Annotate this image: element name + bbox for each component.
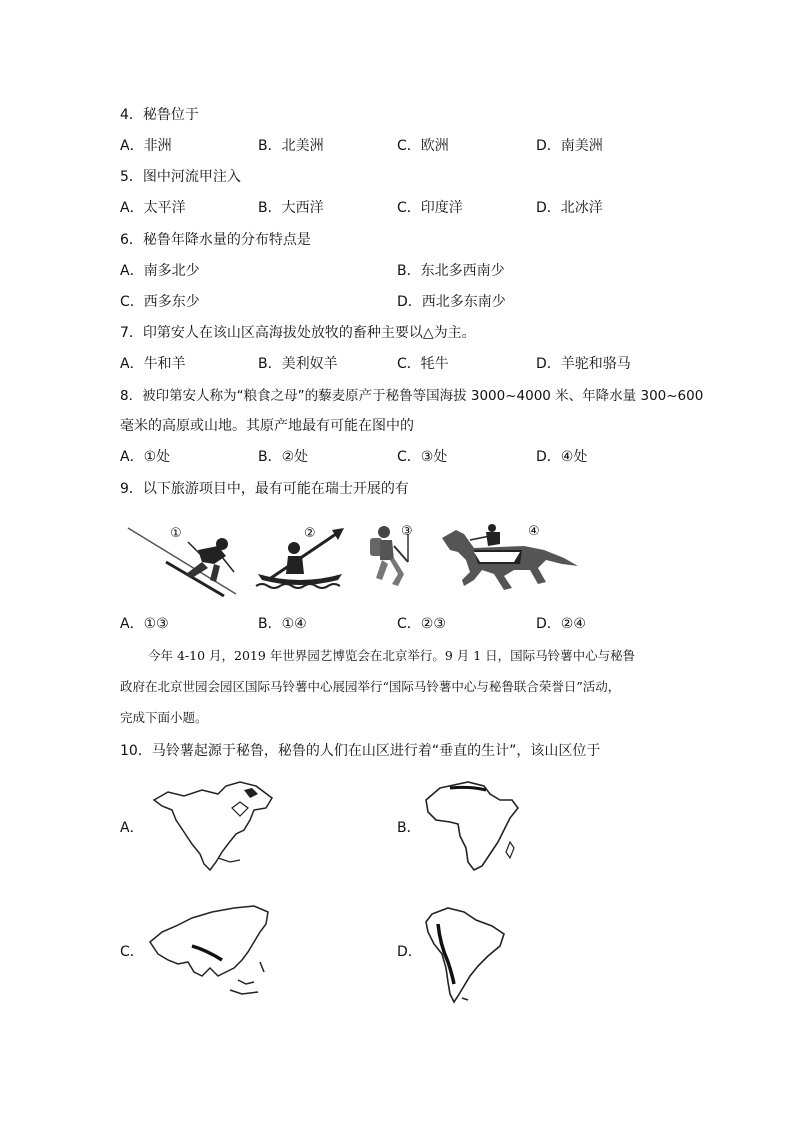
q4-option-a[interactable]: A．非洲 [120, 138, 172, 154]
north-america-map-icon [148, 778, 280, 874]
kayaking-icon [252, 528, 348, 594]
q6-option-a[interactable]: A．南多北少 [120, 263, 200, 279]
q8-option-c[interactable]: C．③处 [397, 449, 448, 465]
q10-option-a[interactable]: A． [120, 820, 144, 836]
africa-map[interactable] [420, 778, 524, 874]
skiing-picture [126, 522, 238, 598]
horse-racing-icon [434, 524, 582, 594]
passage-line-3: 完成下面小题。 [120, 710, 208, 725]
q10-option-d[interactable]: D． [397, 944, 422, 960]
skiing-icon [126, 522, 238, 598]
q10-stem: 10．马铃薯起源于秘鲁，秘鲁的人们在山区进行着“垂直的生计”，该山区位于 [120, 743, 601, 759]
q8-option-d[interactable]: D．④处 [536, 449, 588, 465]
north-america-map[interactable] [148, 778, 280, 874]
south-america-map[interactable] [418, 904, 510, 1004]
q7-option-c[interactable]: C．牦牛 [397, 356, 449, 372]
q9-option-b[interactable]: B．①④ [258, 616, 307, 632]
q9-option-d[interactable]: D．②④ [536, 616, 586, 632]
q6-option-c[interactable]: C．西多东少 [120, 294, 200, 310]
q4-option-d[interactable]: D．南美洲 [536, 138, 603, 154]
picture-3-label: ③ [401, 524, 413, 539]
q9-stem: 9．以下旅游项目中，最有可能在瑞士开展的有 [120, 481, 409, 497]
q8-stem-line2: 毫米的高原或山地。其原产地最有可能在图中的 [120, 418, 414, 434]
q7-option-b[interactable]: B．美利奴羊 [258, 356, 338, 372]
q5-option-b[interactable]: B．大西洋 [258, 200, 324, 216]
q5-option-a[interactable]: A．太平洋 [120, 200, 186, 216]
picture-1-label: ① [170, 526, 182, 541]
q7-option-d[interactable]: D．羊驼和骆马 [536, 356, 631, 372]
q4-option-b[interactable]: B．北美洲 [258, 138, 324, 154]
q9-option-c[interactable]: C．②③ [397, 616, 446, 632]
q6-option-b[interactable]: B．东北多西南少 [397, 263, 505, 279]
q10-option-b[interactable]: B． [397, 820, 421, 836]
picture-2-label: ② [304, 526, 316, 541]
q10-option-c[interactable]: C． [120, 944, 144, 960]
asia-map[interactable] [142, 902, 276, 1002]
q9-option-a[interactable]: A．①③ [120, 616, 169, 632]
asia-map-icon [142, 902, 276, 1002]
q5-option-c[interactable]: C．印度洋 [397, 200, 463, 216]
q8-option-b[interactable]: B．②处 [258, 449, 309, 465]
q6-stem: 6．秘鲁年降水量的分布特点是 [120, 232, 311, 248]
q6-option-d[interactable]: D．西北多东南少 [397, 294, 506, 310]
q5-option-d[interactable]: D．北冰洋 [536, 200, 603, 216]
q8-stem-line1: 8．被印第安人称为“粮食之母”的藜麦原产于秘鲁等国海拔 3000~4000 米、年降水量 300~600 [120, 388, 704, 404]
q8-option-a[interactable]: A．①处 [120, 449, 171, 465]
q4-stem: 4．秘鲁位于 [120, 107, 199, 123]
q7-stem: 7．印第安人在该山区高海拔处放牧的畜种主要以△为主。 [120, 325, 476, 341]
kayaking-picture [252, 528, 348, 594]
passage-line-2: 政府在北京世园会园区国际马铃薯中心展园举行“国际马铃薯中心与秘鲁联合荣誉日”活动， [120, 679, 621, 694]
africa-map-icon [420, 778, 524, 874]
horse-racing-picture [434, 524, 582, 594]
picture-4-label: ④ [528, 524, 540, 539]
q5-stem: 5．图中河流甲注入 [120, 169, 241, 185]
passage-line-1: 今年 4-10 月，2019 年世界园艺博览会在北京举行。9 月 1 日，国际马铃薯中心与秘鲁 [148, 648, 636, 663]
q7-option-a[interactable]: A．牛和羊 [120, 356, 186, 372]
q4-option-c[interactable]: C．欧洲 [397, 138, 449, 154]
south-america-map-icon [418, 904, 510, 1004]
